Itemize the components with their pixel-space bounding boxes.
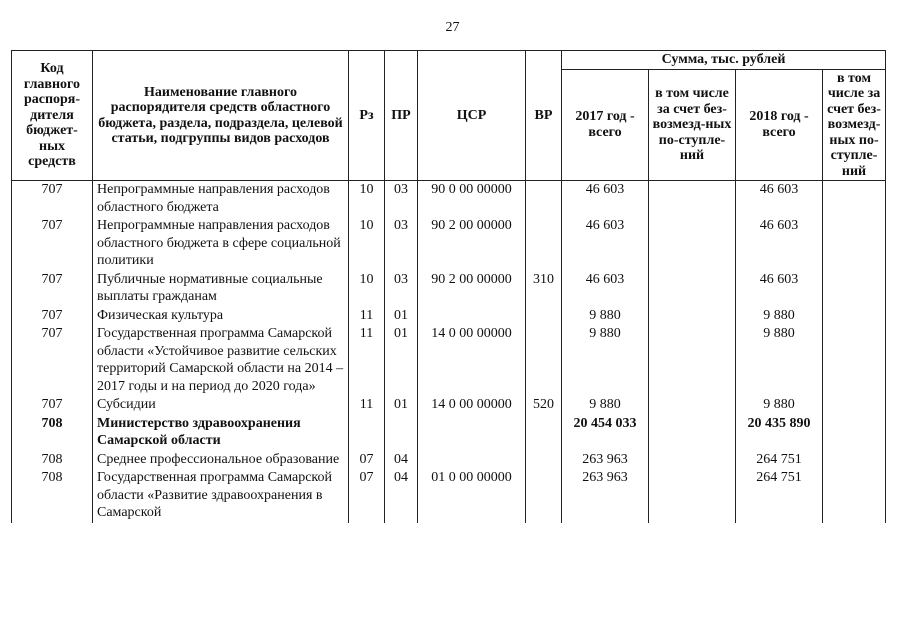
cell-2017-total: 9 880: [562, 396, 649, 415]
table-row: [12, 451, 886, 470]
cell-csr: [418, 451, 526, 470]
col-header-csr: ЦСР: [418, 51, 526, 181]
table-row: [12, 307, 886, 326]
cell-2018-grants: [823, 469, 886, 523]
cell-2017-grants: [649, 181, 736, 218]
cell-code: 708: [12, 451, 93, 470]
cell-2017-grants: [649, 451, 736, 470]
cell-2017-total: 9 880: [562, 325, 649, 396]
col-header-vr: ВР: [526, 51, 562, 181]
cell-2017-total: 46 603: [562, 181, 649, 218]
col-header-rz: Рз: [349, 51, 385, 181]
cell-vr: [526, 415, 562, 451]
cell-2018-total: 9 880: [736, 325, 823, 396]
cell-2017-total: 20 454 033: [562, 415, 649, 451]
cell-name: Среднее профессиональное образование: [93, 451, 349, 470]
cell-code: 708: [12, 415, 93, 451]
cell-csr: [418, 415, 526, 451]
table-row: [12, 396, 886, 415]
cell-2017-grants: [649, 469, 736, 523]
cell-code: 707: [12, 307, 93, 326]
table-row: [12, 217, 886, 271]
cell-pr: 03: [385, 181, 418, 218]
cell-2017-grants: [649, 307, 736, 326]
cell-2018-total: 46 603: [736, 181, 823, 218]
cell-name: Государственная программа Самарской области «Устойчивое развитие сельских территорий Самарской области на 2014 – 2017 годы и на период до 2020 года»: [93, 325, 349, 396]
cell-rz: 10: [349, 271, 385, 307]
cell-2018-total: 9 880: [736, 307, 823, 326]
col-header-2017-total: 2017 год - всего: [562, 69, 649, 181]
cell-csr: 90 0 00 00000: [418, 181, 526, 218]
cell-2017-grants: [649, 325, 736, 396]
col-header-name: Наименование главного распорядителя средств областного бюджета, раздела, подраздела, целевой статьи, подгруппы видов расходов: [93, 51, 349, 181]
cell-csr: [418, 307, 526, 326]
cell-name: Субсидии: [93, 396, 349, 415]
cell-2017-grants: [649, 396, 736, 415]
cell-rz: 10: [349, 217, 385, 271]
cell-csr: 14 0 00 00000: [418, 325, 526, 396]
cell-rz: 07: [349, 469, 385, 523]
cell-2017-total: 46 603: [562, 271, 649, 307]
cell-code: 707: [12, 396, 93, 415]
cell-2018-total: 46 603: [736, 217, 823, 271]
col-header-pr: ПР: [385, 51, 418, 181]
cell-2018-grants: [823, 396, 886, 415]
cell-code: 707: [12, 217, 93, 271]
cell-name: Непрограммные направления расходов областного бюджета: [93, 181, 349, 218]
col-header-2018-grants: в том числе за счет без-возмезд-ных по-ступле-ний: [823, 69, 886, 181]
col-header-code: Код главного распоря-дителя бюджет-ных средств: [12, 51, 93, 181]
cell-2018-grants: [823, 271, 886, 307]
cell-code: 707: [12, 271, 93, 307]
cell-2018-grants: [823, 325, 886, 396]
cell-rz: 11: [349, 307, 385, 326]
cell-rz: 10: [349, 181, 385, 218]
budget-table: [11, 50, 886, 523]
cell-2017-total: 263 963: [562, 469, 649, 523]
cell-2018-total: 46 603: [736, 271, 823, 307]
cell-vr: [526, 451, 562, 470]
cell-2018-total: 264 751: [736, 451, 823, 470]
cell-pr: 01: [385, 325, 418, 396]
cell-csr: 14 0 00 00000: [418, 396, 526, 415]
cell-2018-grants: [823, 307, 886, 326]
cell-rz: 11: [349, 325, 385, 396]
cell-rz: 11: [349, 396, 385, 415]
cell-vr: [526, 181, 562, 218]
table-row: [12, 469, 886, 523]
table-row: [12, 181, 886, 218]
cell-2017-total: 9 880: [562, 307, 649, 326]
cell-2018-grants: [823, 217, 886, 271]
cell-pr: 03: [385, 271, 418, 307]
cell-vr: [526, 307, 562, 326]
cell-vr: 310: [526, 271, 562, 307]
col-header-2017-grants: в том числе за счет без-возмезд-ных по-ступле-ний: [649, 69, 736, 181]
cell-2017-total: 263 963: [562, 451, 649, 470]
cell-2017-grants: [649, 217, 736, 271]
cell-2018-total: 20 435 890: [736, 415, 823, 451]
col-header-sum-group: Сумма, тыс. рублей: [562, 51, 886, 70]
cell-name: Непрограммные направления расходов областного бюджета в сфере социальной политики: [93, 217, 349, 271]
cell-csr: 01 0 00 00000: [418, 469, 526, 523]
cell-pr: [385, 415, 418, 451]
cell-vr: [526, 217, 562, 271]
cell-2017-grants: [649, 271, 736, 307]
cell-2018-grants: [823, 181, 886, 218]
col-header-2018-total: 2018 год - всего: [736, 69, 823, 181]
cell-pr: 03: [385, 217, 418, 271]
cell-code: 707: [12, 325, 93, 396]
table-body: [12, 181, 886, 523]
cell-name: Публичные нормативные социальные выплаты гражданам: [93, 271, 349, 307]
cell-pr: 01: [385, 396, 418, 415]
cell-2018-grants: [823, 415, 886, 451]
cell-code: 708: [12, 469, 93, 523]
cell-name: Государственная программа Самарской области «Развитие здравоохранения в Самарской: [93, 469, 349, 523]
cell-2018-total: 264 751: [736, 469, 823, 523]
cell-2017-grants: [649, 415, 736, 451]
cell-rz: 07: [349, 451, 385, 470]
page-number: 27: [445, 20, 460, 35]
cell-csr: 90 2 00 00000: [418, 217, 526, 271]
cell-code: 707: [12, 181, 93, 218]
cell-vr: 520: [526, 396, 562, 415]
cell-vr: [526, 469, 562, 523]
cell-pr: 04: [385, 451, 418, 470]
cell-2018-total: 9 880: [736, 396, 823, 415]
cell-pr: 04: [385, 469, 418, 523]
table-row: [12, 325, 886, 396]
cell-pr: 01: [385, 307, 418, 326]
cell-csr: 90 2 00 00000: [418, 271, 526, 307]
cell-name: Министерство здравоохранения Самарской области: [93, 415, 349, 451]
table-header: [12, 51, 886, 181]
cell-2017-total: 46 603: [562, 217, 649, 271]
cell-2018-grants: [823, 451, 886, 470]
table-row: [12, 415, 886, 451]
cell-name: Физическая культура: [93, 307, 349, 326]
cell-rz: [349, 415, 385, 451]
table-row: [12, 271, 886, 307]
cell-vr: [526, 325, 562, 396]
